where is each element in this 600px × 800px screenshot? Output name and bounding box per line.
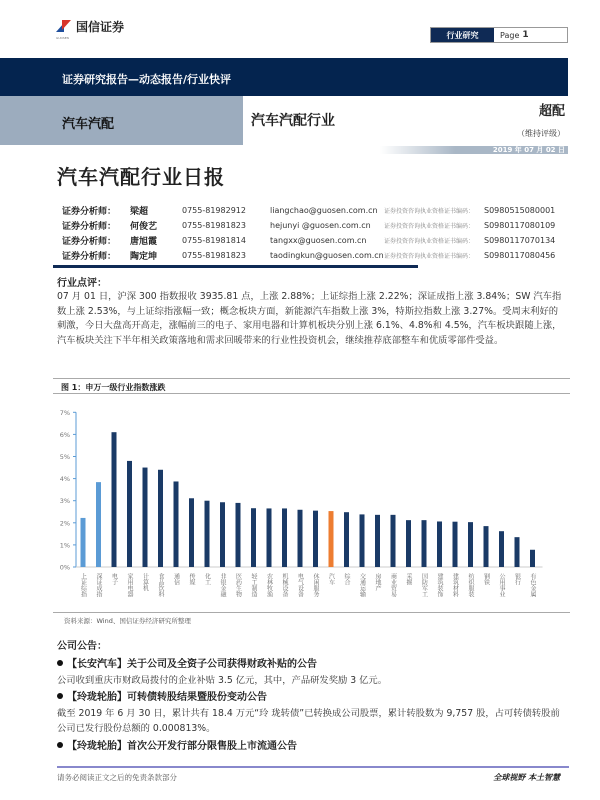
bar-通信 <box>174 481 179 567</box>
page-tag <box>430 27 568 43</box>
comment-body: 07 月 01 日，沪深 300 指数报收 3935.81 点，上涨 2.88%；上证综指上涨 2.22%；深证成指上涨 3.84%；SW 汽车指数上涨 2.53%，与上证综指涨幅一致；概念板块方面，新能源汽车指数上涨 3%，特斯拉指数上涨 3.27%。受周末利好的刺激，今日大盘高开高走，涨幅前三的电子、家用电器和计算机板块分别上涨 6.1%、4.8%和 4.5%，汽车板块跟随上涨，汽车板块关注下半年相关政策落地和需求回暖带来的行业性投资机会，继续推荐底部整车和优质零部件受益。 <box>57 291 562 346</box>
bar-有色金属 <box>530 550 535 567</box>
x-tick-label: 有色金属 <box>529 573 536 597</box>
x-tick-label: 医药生物 <box>234 573 242 597</box>
analyst-role: 证券分析师： <box>62 221 117 232</box>
analyst-name: 唐旭霞 <box>130 236 158 247</box>
bar-食品饮料 <box>158 470 163 567</box>
cert-label: 证券投资咨询执业资格证书编码： <box>384 237 475 245</box>
x-tick-label: 银行 <box>513 573 521 585</box>
x-tick-label: 非银金融 <box>219 573 226 597</box>
cert-number: S0980117080109 <box>484 220 556 230</box>
footer-disclaimer: 请务必阅读正文之后的免责条款部分 <box>57 773 177 782</box>
bar-钢铁 <box>484 526 489 567</box>
announcement-title: 【玲珑轮胎】可转债转股结果暨股份变动公告 <box>57 688 267 703</box>
bar-上证综指 <box>81 518 86 567</box>
x-tick-label: 化工 <box>203 573 211 585</box>
bar-采掘 <box>406 520 411 567</box>
analyst-phone: 0755-81982912 <box>182 205 246 215</box>
x-tick-label: 食品饮料 <box>157 573 164 597</box>
x-tick-label: 农林牧渔 <box>265 573 273 597</box>
report-type-banner: 证券研究报告—动态报告/行业快评 <box>0 58 568 96</box>
x-tick-label: 电气设备 <box>296 573 304 597</box>
company-logo: 国信证券 <box>56 18 124 35</box>
bar-建筑材料 <box>453 522 458 567</box>
x-tick-label: 建筑材料 <box>451 573 459 597</box>
bar-机械设备 <box>282 508 287 567</box>
bar-银行 <box>515 537 520 567</box>
bullet-icon <box>57 742 63 748</box>
analyst-phone: 0755-81981823 <box>182 220 246 230</box>
x-tick-label: 综合 <box>343 573 350 585</box>
bar-纺织服装 <box>468 522 473 567</box>
report-date: 2019 年 07 月 02 日 <box>380 146 568 154</box>
bar-电气设备 <box>298 510 303 567</box>
x-tick-label: 采掘 <box>405 573 412 585</box>
analyst-row <box>62 234 555 246</box>
announcements-heading: 公司公告： <box>57 641 107 652</box>
figure-source: 资料来源：Wind、国信证券经济研究所整理 <box>64 617 191 625</box>
x-tick-label: 钢铁 <box>482 573 490 585</box>
bar-房地产 <box>375 515 380 567</box>
x-tick-label: 轻工制造 <box>250 573 257 597</box>
announcement-body: 截至 2019 年 6 月 30 日，累计共有 18.4 万元“玲 珑转债”已转换成公司股票，累计转股数为 9,757 股，占可转债转股前公司已发行股份总额的 0.000813%。 <box>57 708 560 734</box>
figure-bottom-rule <box>53 612 570 613</box>
rating: 超配 <box>538 104 565 119</box>
x-tick-label: 公用事业 <box>498 573 505 597</box>
y-tick-label: 0% <box>59 563 70 572</box>
x-tick-label: 家用电器 <box>126 573 133 597</box>
bar-休闲服务 <box>313 511 318 567</box>
bar-建筑装饰 <box>437 521 442 567</box>
y-tick-label: 7% <box>59 408 70 417</box>
footer-slogan: 全球视野 本土智慧 <box>493 773 560 782</box>
logo-icon <box>56 20 72 34</box>
bar-国防军工 <box>422 520 427 567</box>
analyst-role: 证券分析师： <box>62 251 117 262</box>
analyst-row <box>62 249 555 261</box>
analyst-phone: 0755-81981814 <box>182 235 246 245</box>
bar-交通运输 <box>360 514 365 567</box>
bar-chart <box>0 395 600 611</box>
bar-深证成指 <box>96 482 101 567</box>
bar-传媒 <box>189 498 194 567</box>
announcement-title: 【玲珑轮胎】首次公开发行部分限售股上市流通公告 <box>57 737 297 752</box>
bar-轻工制造 <box>251 508 256 567</box>
analyst-role: 证券分析师： <box>62 236 117 247</box>
bar-公用事业 <box>499 531 504 567</box>
analyst-email[interactable]: liangchao@guosen.com.cn <box>270 205 378 215</box>
bullet-icon <box>57 693 63 699</box>
x-tick-label: 房地产 <box>374 573 381 591</box>
rating-note: （维持评级） <box>517 129 565 138</box>
y-tick-label: 2% <box>59 519 70 528</box>
x-tick-label: 商业贸易 <box>389 573 397 597</box>
category-label: 行业研究 <box>431 28 494 42</box>
cert-label: 证券投资咨询执业资格证书编码： <box>384 222 475 230</box>
comment-heading: 行业点评： <box>57 278 107 289</box>
sector-title: 汽车汽配行业 <box>251 113 335 129</box>
bar-汽车 <box>329 511 334 567</box>
cert-label: 证券投资咨询执业资格证书编码： <box>384 252 475 260</box>
cert-number: S0980515080001 <box>484 205 556 215</box>
page-number: 1 <box>522 30 529 40</box>
x-tick-label: 深证成指 <box>95 573 102 597</box>
page-title: 汽车汽配行业日报 <box>57 165 225 189</box>
analyst-name: 陶定坤 <box>130 251 158 262</box>
x-tick-label: 交通运输 <box>358 573 366 597</box>
analyst-name: 何俊艺 <box>130 221 158 232</box>
announcement-title: 【长安汽车】关于公司及全资子公司获得财政补贴的公告 <box>57 655 317 670</box>
bar-商业贸易 <box>391 515 396 567</box>
x-tick-label: 机械设备 <box>281 573 288 597</box>
x-tick-label: 通信 <box>172 573 180 585</box>
cert-label: 证券投资咨询执业资格证书编码： <box>384 207 475 215</box>
bullet-icon <box>57 660 63 666</box>
bar-电子 <box>112 432 117 567</box>
cert-number: S0980117070134 <box>484 235 556 245</box>
analyst-email[interactable]: taodingkun@guosen.com.cn <box>270 250 384 260</box>
x-tick-label: 休闲服务 <box>312 573 319 597</box>
cert-number: S0980117080456 <box>484 250 556 260</box>
analyst-email[interactable]: tangxx@guosen.com.cn <box>270 235 367 245</box>
analyst-row <box>62 219 555 231</box>
bar-化工 <box>205 501 210 567</box>
x-tick-label: 计算机 <box>141 573 149 591</box>
bar-计算机 <box>143 468 148 567</box>
footer-rule <box>57 766 569 768</box>
x-tick-label: 传媒 <box>188 573 195 585</box>
y-tick-label: 4% <box>59 475 70 484</box>
x-tick-label: 纺织服装 <box>467 573 474 597</box>
y-tick-label: 5% <box>59 453 70 461</box>
analyst-row <box>62 204 555 216</box>
bar-非银金融 <box>220 502 225 567</box>
bar-农林牧渔 <box>267 508 272 567</box>
analyst-phone: 0755-81981823 <box>182 250 246 260</box>
x-tick-label: 建筑装饰 <box>436 573 443 597</box>
page-label: Page <box>500 30 520 40</box>
industry-label: 汽车汽配 <box>0 96 243 145</box>
logo-subtext: GUOSEN <box>56 36 69 40</box>
analyst-name: 梁超 <box>130 206 149 217</box>
x-tick-label: 汽车 <box>327 573 335 585</box>
bar-综合 <box>344 512 349 567</box>
bar-医药生物 <box>236 503 241 567</box>
divider <box>53 265 418 268</box>
analyst-role: 证券分析师： <box>62 206 117 217</box>
y-tick-label: 6% <box>59 430 70 439</box>
x-tick-label: 电子 <box>110 573 118 585</box>
figure-title: 图 1：申万一级行业指数涨跌 <box>53 378 570 394</box>
announcement-body: 公司收到重庆市财政局拨付的企业补贴 3.5 亿元，其中，产品研发奖励 3 亿元。 <box>57 675 388 686</box>
analyst-email[interactable]: hejunyi @guosen.com.cn <box>270 220 371 230</box>
y-tick-label: 1% <box>59 541 70 550</box>
x-tick-label: 国防军工 <box>420 573 428 597</box>
x-tick-label: 上证综指 <box>79 573 87 597</box>
y-tick-label: 3% <box>59 497 70 506</box>
bar-家用电器 <box>127 461 132 567</box>
